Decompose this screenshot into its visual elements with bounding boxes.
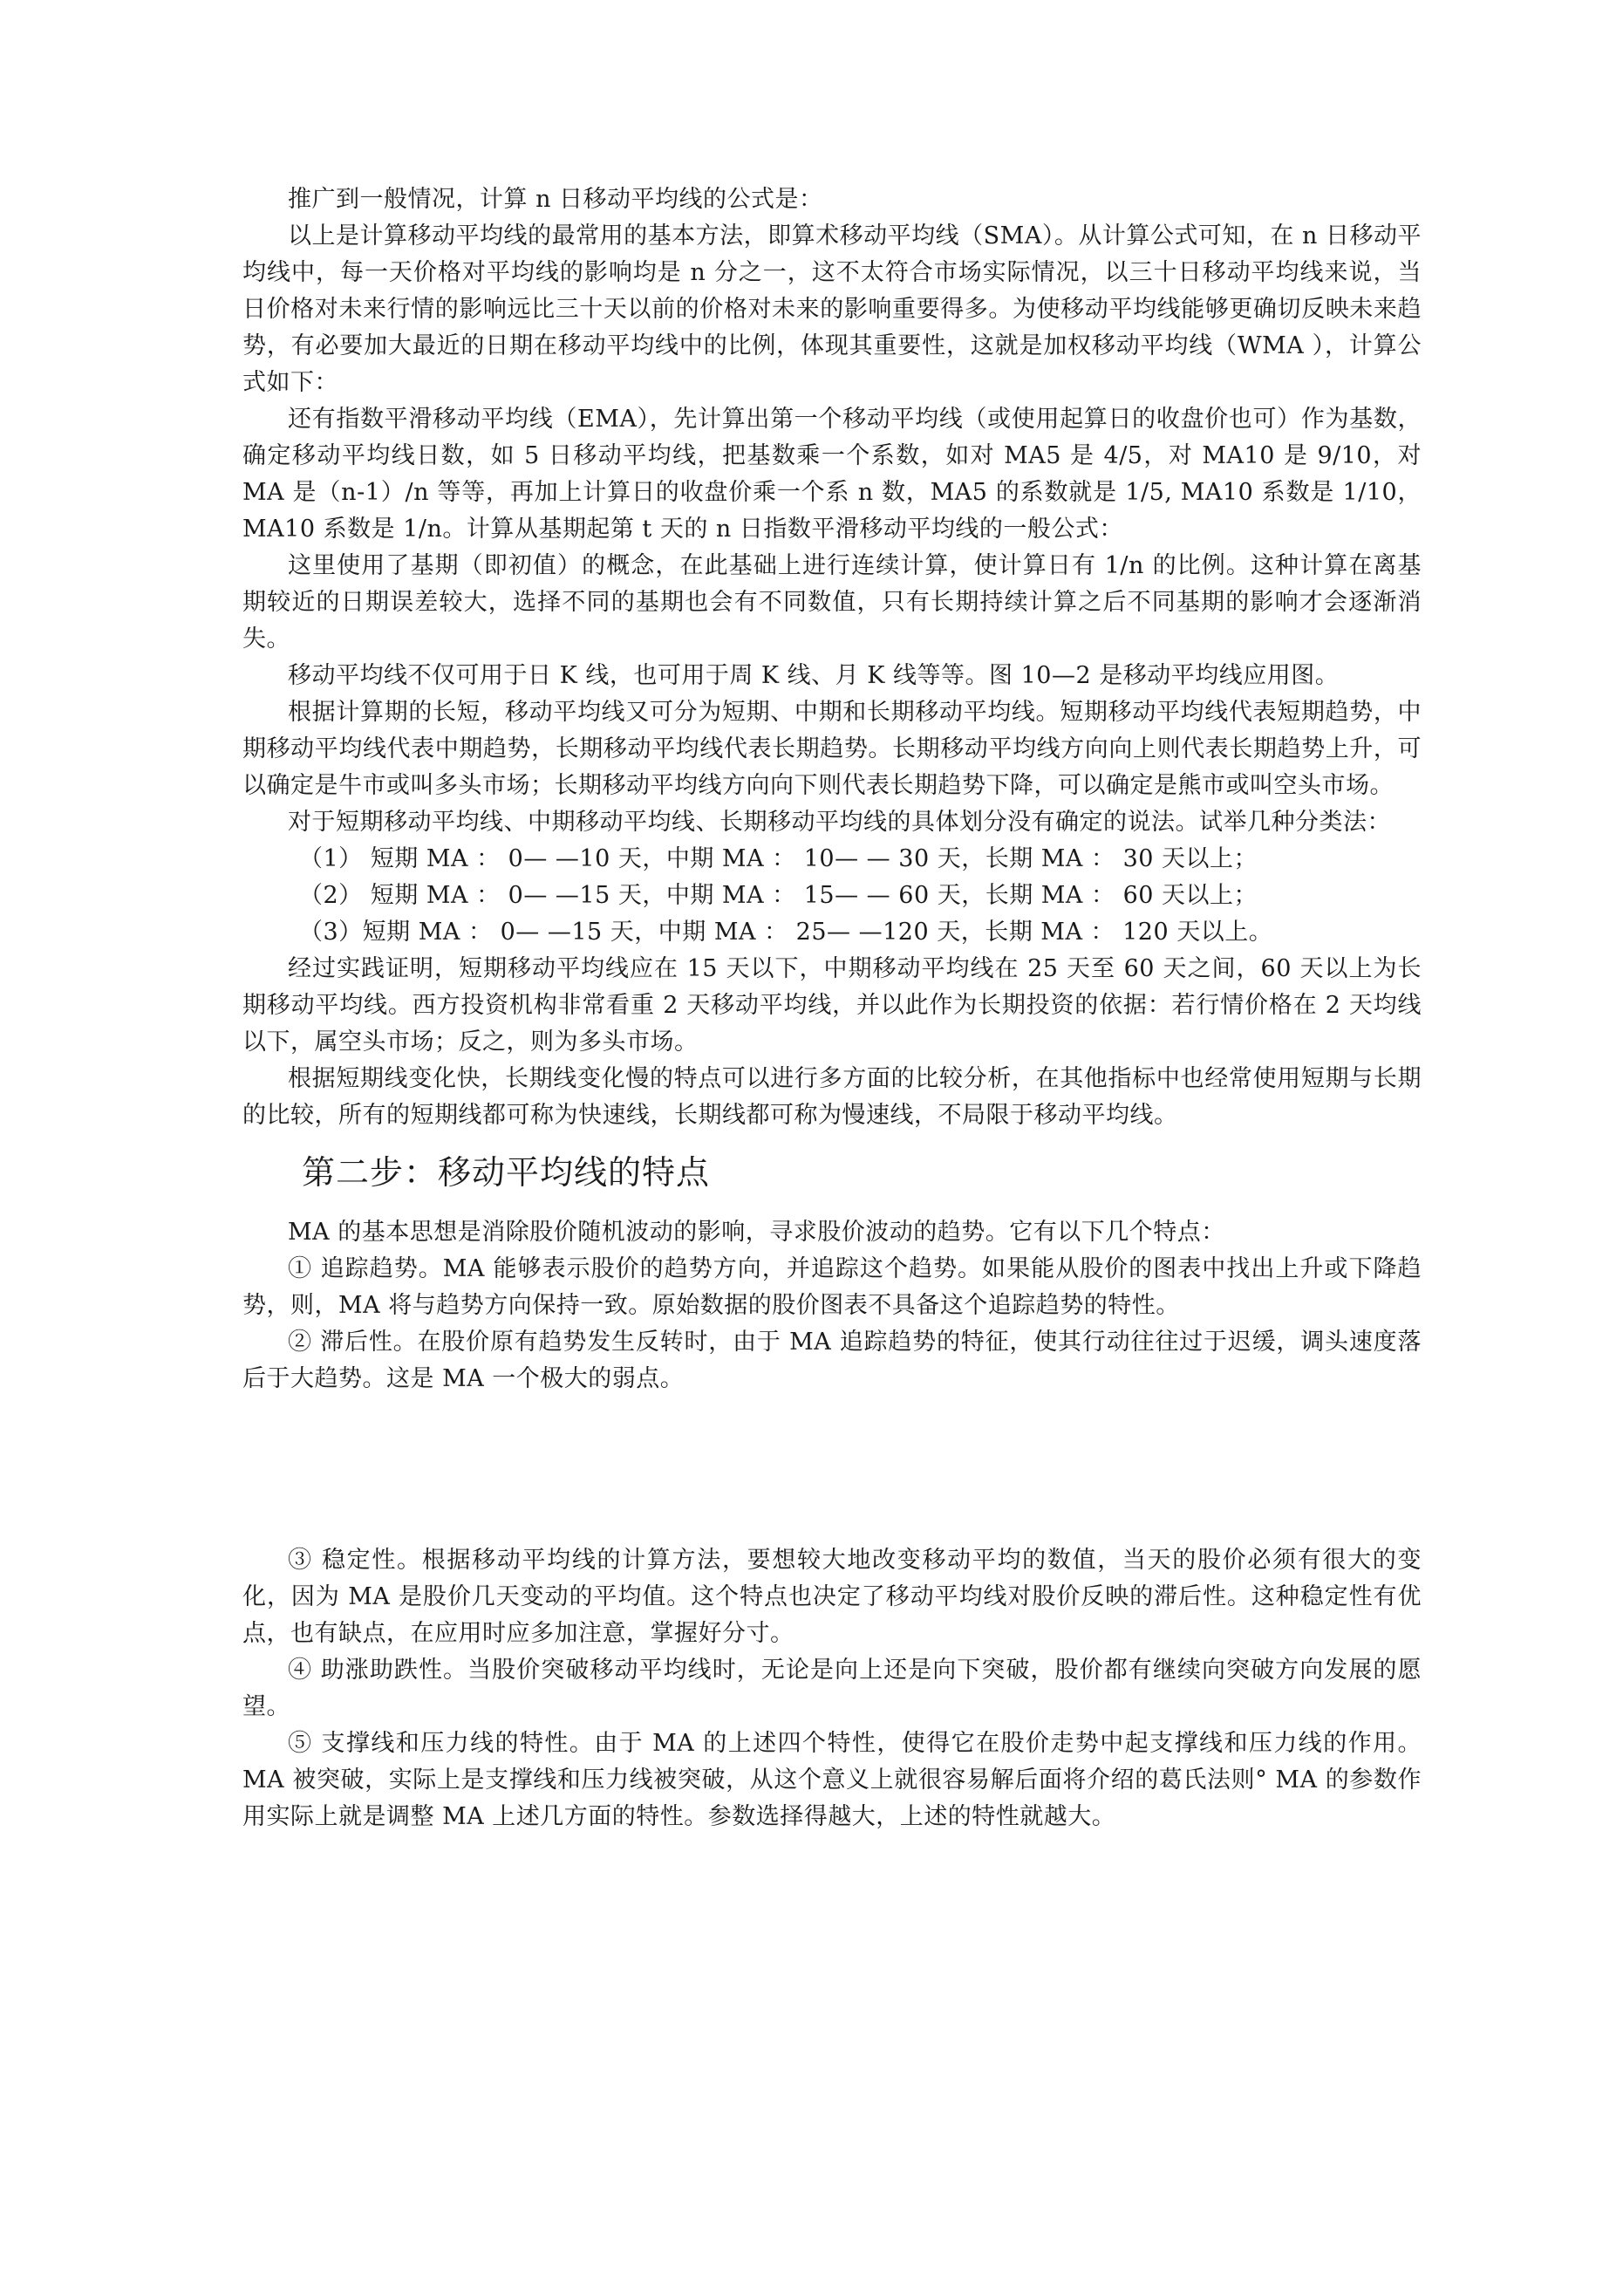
paragraph-k-line: 移动平均线不仅可用于日 K 线，也可用于周 K 线、月 K 线等等。图 10—2 是移动平均线应用图。 [288, 662, 1340, 689]
paragraph-base-period: 这里使用了基期（即初值）的概念，在此基础上进行连续计算，使计算日有 1/n 的比例。这种计算在离基期较近的日期误差较大，选择不同的基期也会有不同数值，只有长期持续计算之后不同基期的影响才会逐渐消失。 [242, 552, 1422, 653]
paragraph-feature-momentum: ④ 助涨助跌性。当股价突破移动平均线时，无论是向上还是向下突破，股价都有继续向突破方向发展的愿望。 [242, 1657, 1422, 1720]
section-heading: 第二步：移动平均线的特点 [302, 1153, 711, 1192]
list-item: （1） 短期 MA ： 0— —10 天，中期 MA ： 10— — 30 天，长期 MA ： 30 天以上； [299, 845, 1258, 872]
paragraph-period-types: 根据计算期的长短，移动平均线又可分为短期、中期和长期移动平均线。短期移动平均线代表短期趋势，中期移动平均线代表中期趋势，长期移动平均线代表长期趋势。长期移动平均线方向向上则代表长期趋势上升，可以确定是牛市或叫多头市场；长期移动平均线方向向下则代表长期趋势下降，可以确定是熊市或叫空头市场。 [242, 699, 1422, 799]
classification-list [242, 841, 1422, 951]
paragraph-practice: 经过实践证明，短期移动平均线应在 15 天以下，中期移动平均线在 25 天至 60 天之间，60 天以上为长期移动平均线。西方投资机构非常看重 2 天移动平均线，并以此作为长期投资的依据：若行情价格在 2 天均线以下，属空头市场；反之，则为多头市场。 [242, 955, 1422, 1056]
paragraph-feature-stability: ③ 稳定性。根据移动平均线的计算方法，要想较大地改变移动平均的数值，当天的股价必须有很大的变化，因为 MA 是股价几天变动的平均值。这个特点也决定了移动平均线对股价反映的滞后性。这种稳定性有优点，也有缺点，在应用时应多加注意，掌握好分寸。 [242, 1547, 1422, 1647]
paragraph-feature-lag: ② 滞后性。在股价原有趋势发生反转时，由于 MA 追踪趋势的特征，使其行动往往过于迟缓，调头速度落后于大趋势。这是 MA 一个极大的弱点。 [242, 1329, 1422, 1392]
document-body [242, 181, 1422, 1835]
list-item: （3）短期 MA ： 0— —15 天，中期 MA ： 25— —120 天，长期 MA ： 120 天以上。 [299, 919, 1273, 946]
paragraph-general-formula: 推广到一般情况，计算 n 日移动平均线的公式是： [288, 186, 823, 213]
list-item: （2） 短期 MA ： 0— —15 天，中期 MA ： 15— — 60 天，长期 MA ： 60 天以上； [299, 882, 1258, 909]
paragraph-feature-support-resistance: ⑤ 支撑线和压力线的特性。由于 MA 的上述四个特性，使得它在股价走势中起支撑线和压力线的作用。MA 被突破，实际上是支撑线和压力线被突破，从这个意义上就很容易解后面将介绍的葛氏法则° MA 的参数作用实际上就是调整 MA 上述几方面的特性。参数选择得越大，上述的特性就越大。 [242, 1730, 1422, 1830]
paragraph-fast-slow-lines: 根据短期线变化快，长期线变化慢的特点可以进行多方面的比较分析，在其他指标中也经常使用短期与长期的比较，所有的短期线都可称为快速线，长期线都可称为慢速线，不局限于移动平均线。 [242, 1065, 1422, 1129]
paragraph-ema: 还有指数平滑移动平均线（EMA），先计算出第一个移动平均线（或使用起算日的收盘价也可）作为基数，确定移动平均线日数，如 5 日移动平均线，把基数乘一个系数，如对 MA5 是 4/5，对 MA10 是 9/10，对 MA 是（n-1）/n 等等，再加上计算日的收盘价乘一个系 n 数，MA5 的系数就是 1/5, MA10 系数是 1/10，MA10 系数是 1/n。计算从基期起第 t 天的 n 日指数平滑移动平均线的一般公式： [242, 406, 1422, 543]
paragraph-ma-idea: MA 的基本思想是消除股价随机波动的影响，寻求股价波动的趋势。它有以下几个特点： [288, 1219, 1225, 1246]
paragraph-sma-wma: 以上是计算移动平均线的最常用的基本方法，即算术移动平均线（SMA）。从计算公式可知，在 n 日移动平均线中，每一天价格对平均线的影响均是 n 分之一，这不太符合市场实际情况，以三十日移动平均线来说，当日价格对未来行情的影响远比三十天以前的价格对未来的影响重要得多。为使移动平均线能够更确切反映未来趋势，有必要加大最近的日期在移动平均线中的比例，体现其重要性，这就是加权移动平均线（WMA ），计算公式如下： [242, 222, 1422, 396]
paragraph-feature-tracking: ① 追踪趋势。MA 能够表示股价的趋势方向，并追踪这个趋势。如果能从股价的图表中找出上升或下降趋势，则，MA 将与趋势方向保持一致。原始数据的股价图表不具备这个追踪趋势的特性。 [242, 1255, 1422, 1319]
page-gap [242, 1397, 1422, 1542]
paragraph-classification-intro: 对于短期移动平均线、中期移动平均线、长期移动平均线的具体划分没有确定的说法。试举几种分类法： [288, 809, 1391, 836]
